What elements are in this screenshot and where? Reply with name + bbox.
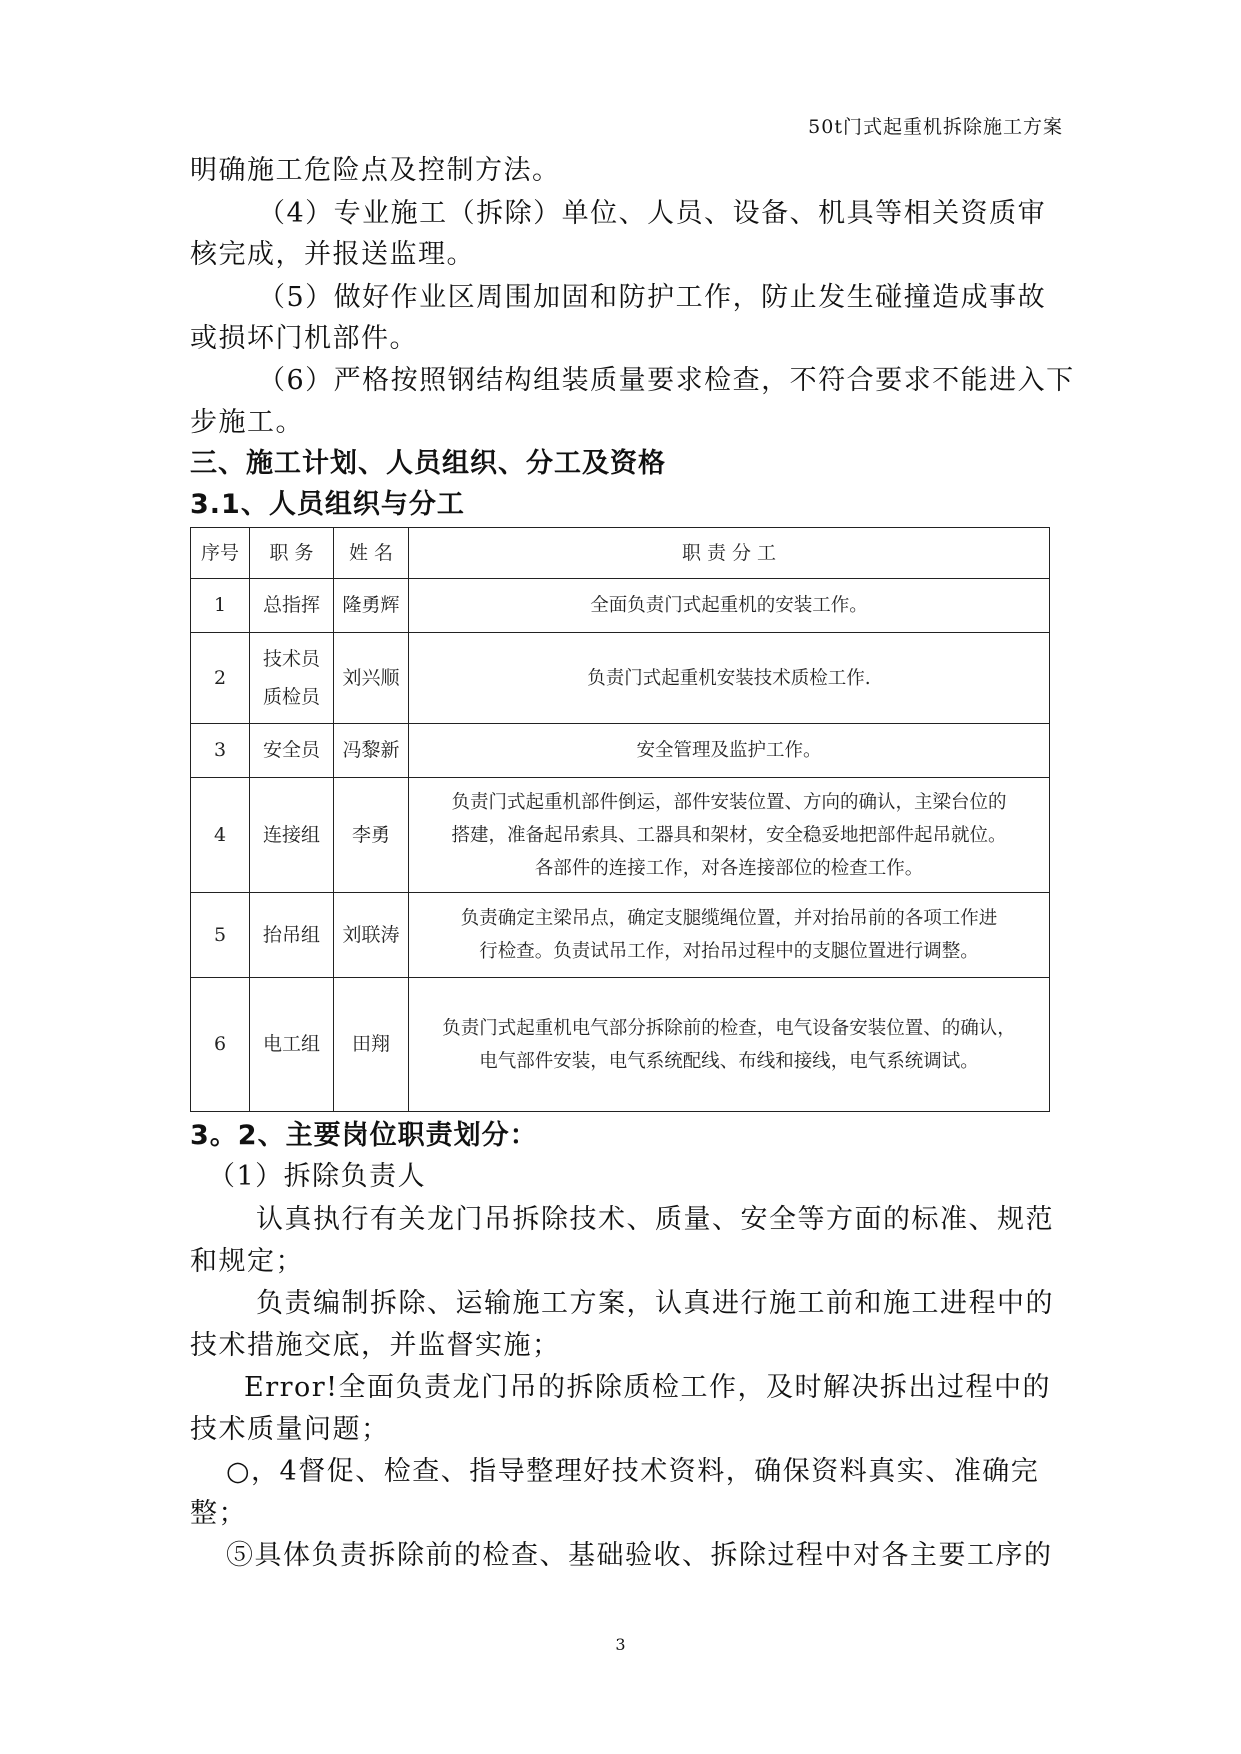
- intro-line: 明确施工危险点及控制方法。: [190, 155, 561, 186]
- table-row: [191, 579, 1050, 633]
- section-3-2-title: 3。2、主要岗位职责划分：: [190, 1120, 538, 1151]
- body-line: 和规定；: [190, 1246, 304, 1277]
- row-name: 田翔: [334, 978, 409, 1112]
- row-number: 6: [191, 978, 250, 1112]
- body-line: 认真执行有关龙门吊拆除技术、质量、安全等方面的标准、规范: [256, 1204, 1054, 1235]
- row-role: 总指挥: [250, 579, 334, 633]
- row-name: 刘兴顺: [334, 633, 409, 724]
- row-name: 冯黎新: [334, 724, 409, 778]
- table-header-row: [191, 528, 1050, 579]
- body-line: 技术质量问题；: [190, 1414, 390, 1445]
- staff-table: [190, 527, 1050, 1112]
- intro-line: 或损坏门机部件。: [190, 323, 418, 354]
- section-3-1-title: 3.1、人员组织与分工: [190, 489, 465, 520]
- intro-line: （5）做好作业区周围加固和防护工作，防止发生碰撞造成事故: [258, 282, 1047, 313]
- row-role: 电工组: [250, 978, 334, 1112]
- row-role: 技术员 质检员: [250, 633, 334, 724]
- header-cell: 职 务: [250, 528, 334, 579]
- table-row: [191, 778, 1050, 893]
- row-number: 4: [191, 778, 250, 893]
- intro-line: 步施工。: [190, 407, 304, 438]
- row-duty: 负责门式起重机安装技术质检工作.: [409, 633, 1050, 724]
- intro-line: （6）严格按照钢结构组装质量要求检查，不符合要求不能进入下: [258, 365, 1075, 396]
- row-name: 隆勇辉: [334, 579, 409, 633]
- row-duty: 安全管理及监护工作。: [409, 724, 1050, 778]
- row-role: 抬吊组: [250, 893, 334, 978]
- header-cell: 职 责 分 工: [409, 528, 1050, 579]
- section-3-title: 三、施工计划、人员组织、分工及资格: [190, 448, 666, 479]
- body-line: （1）拆除负责人: [208, 1161, 427, 1192]
- page-header: 50t门式起重机拆除施工方案: [808, 116, 1063, 138]
- table-row: [191, 893, 1050, 978]
- row-number: 1: [191, 579, 250, 633]
- row-number: 2: [191, 633, 250, 724]
- table-row: [191, 724, 1050, 778]
- body-line: 负责编制拆除、运输施工方案，认真进行施工前和施工进程中的: [256, 1288, 1054, 1319]
- table-row: [191, 978, 1050, 1112]
- intro-line: （4）专业施工（拆除）单位、人员、设备、机具等相关资质审: [258, 198, 1047, 229]
- row-name: 李勇: [334, 778, 409, 893]
- header-cell: 序号: [191, 528, 250, 579]
- body-line: Error!全面负责龙门吊的拆除质检工作，及时解决拆出过程中的: [244, 1372, 1052, 1403]
- body-line: ⑤具体负责拆除前的检查、基础验收、拆除过程中对各主要工序的: [226, 1540, 1053, 1571]
- row-duty: 负责确定主梁吊点，确定支腿缆绳位置，并对抬吊前的各项工作进 行检查。负责试吊工作，对抬吊过程中的支腿位置进行调整。: [409, 893, 1050, 978]
- body-line: ○，4督促、检查、指导整理好技术资料，确保资料真实、准确完: [226, 1456, 1040, 1487]
- body-line: 整；: [190, 1498, 247, 1529]
- row-duty: 负责门式起重机部件倒运，部件安装位置、方向的确认，主梁台位的 搭建，准备起吊索具、工器具和架材，安全稳妥地把部件起吊就位。 各部件的连接工作，对各连接部位的检查工作。: [409, 778, 1050, 893]
- row-role: 安全员: [250, 724, 334, 778]
- body-line: 技术措施交底，并监督实施；: [190, 1330, 561, 1361]
- page-number: 3: [615, 1635, 626, 1654]
- intro-line: 核完成，并报送监理。: [190, 239, 475, 270]
- row-number: 3: [191, 724, 250, 778]
- header-cell: 姓 名: [334, 528, 409, 579]
- row-duty: 负责门式起重机电气部分拆除前的检查，电气设备安装位置、的确认， 电气部件安装，电气系统配线、布线和接线，电气系统调试。: [409, 978, 1050, 1112]
- row-duty: 全面负责门式起重机的安装工作。: [409, 579, 1050, 633]
- row-role: 连接组: [250, 778, 334, 893]
- table-row: [191, 633, 1050, 724]
- row-name: 刘联涛: [334, 893, 409, 978]
- row-number: 5: [191, 893, 250, 978]
